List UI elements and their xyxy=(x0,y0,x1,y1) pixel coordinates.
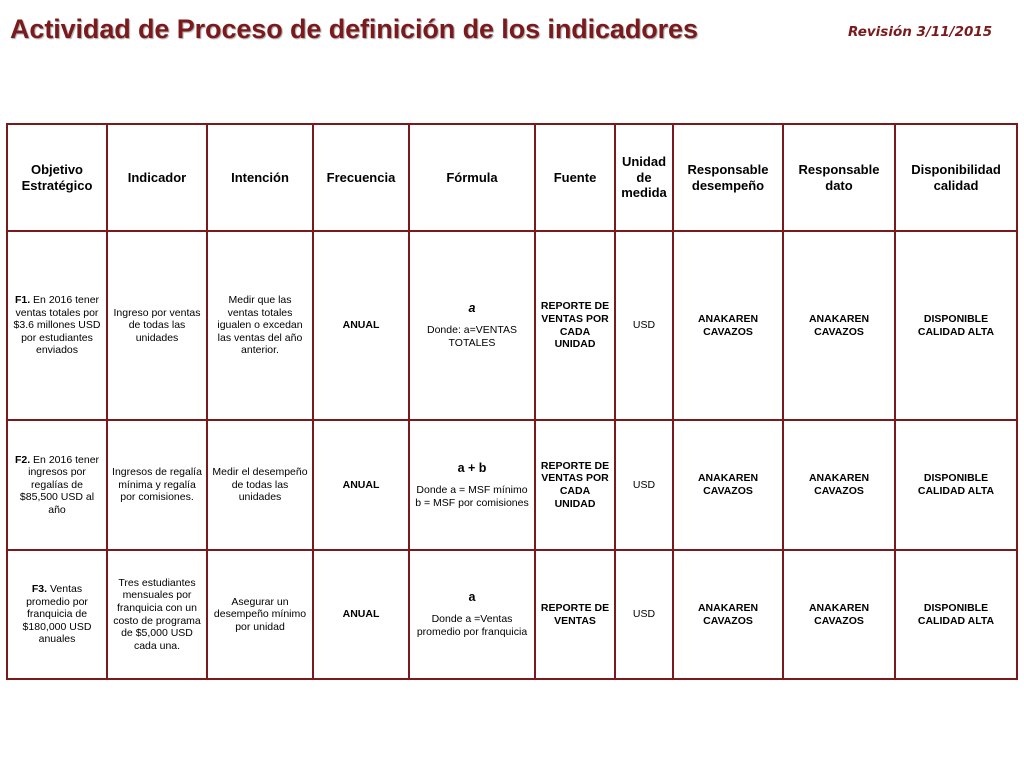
column-header-availability: Disponibilidad calidad xyxy=(895,124,1017,231)
objective-text: Ventas promedio por franquicia de $180,000 USD anuales xyxy=(22,583,92,646)
frequency-cell: ANUAL xyxy=(313,231,409,420)
responsible-data-cell: ANAKAREN CAVAZOS xyxy=(783,231,895,420)
availability-cell: DISPONIBLE CALIDAD ALTA xyxy=(895,550,1017,679)
column-header-indicator: Indicador xyxy=(107,124,207,231)
column-header-objective: Objetivo Estratégico xyxy=(7,124,107,231)
column-header-unit: Unidad de medida xyxy=(615,124,673,231)
formula-description: Donde: a=VENTAS TOTALES xyxy=(427,324,517,349)
objective-code: F2. xyxy=(14,453,31,466)
page-title: Actividad de Proceso de definición de los indicadores xyxy=(10,14,698,44)
unit-cell: USD xyxy=(615,231,673,420)
responsible-performance-cell: ANAKAREN CAVAZOS xyxy=(673,550,783,679)
formula-cell xyxy=(409,420,535,550)
indicator-cell: Tres estudiantes mensuales por franquicia con un costo de programa de $5,000 USD cada una. xyxy=(107,550,207,679)
formula-description: Donde a =Ventas promedio por franquicia xyxy=(416,613,528,638)
source-cell: REPORTE DE VENTAS POR CADA UNIDAD xyxy=(535,420,615,550)
objective-code: F1. xyxy=(14,294,31,307)
column-header-formula: Fórmula xyxy=(409,124,535,231)
formula-expression: a xyxy=(468,590,476,605)
frequency-cell: ANUAL xyxy=(313,550,409,679)
column-header-source: Fuente xyxy=(535,124,615,231)
column-header-responsible-performance: Responsable desempeño xyxy=(673,124,783,231)
frequency-cell: ANUAL xyxy=(313,420,409,550)
table-row xyxy=(7,420,1017,550)
unit-cell: USD xyxy=(615,420,673,550)
formula-expression: a xyxy=(468,301,476,316)
objective-cell xyxy=(7,231,107,420)
objective-cell xyxy=(7,550,107,679)
intention-cell: Asegurar un desempeño mínimo por unidad xyxy=(207,550,313,679)
column-header-intention: Intención xyxy=(207,124,313,231)
objective-cell xyxy=(7,420,107,550)
table-row xyxy=(7,550,1017,679)
responsible-data-cell: ANAKAREN CAVAZOS xyxy=(783,420,895,550)
intention-cell: Medir el desempeño de todas las unidades xyxy=(207,420,313,550)
source-cell: REPORTE DE VENTAS POR CADA UNIDAD xyxy=(535,231,615,420)
responsible-data-cell: ANAKAREN CAVAZOS xyxy=(783,550,895,679)
indicator-cell: Ingresos de regalía mínima y regalía por comisiones. xyxy=(107,420,207,550)
objective-text: En 2016 tener ingresos por regalías de $85,500 USD al año xyxy=(19,453,100,516)
availability-cell: DISPONIBLE CALIDAD ALTA xyxy=(895,420,1017,550)
responsible-performance-cell: ANAKAREN CAVAZOS xyxy=(673,420,783,550)
column-header-responsible-data: Responsable dato xyxy=(783,124,895,231)
table-row xyxy=(7,231,1017,420)
objective-text: En 2016 tener ventas totales por $3.6 millones USD por estudiantes enviados xyxy=(13,294,101,357)
unit-cell: USD xyxy=(615,550,673,679)
source-cell: REPORTE DE VENTAS xyxy=(535,550,615,679)
table-header-row xyxy=(7,124,1017,231)
revision-date: Revisión 3/11/2015 xyxy=(848,24,993,40)
intention-cell: Medir que las ventas totales igualen o excedan las ventas del año anterior. xyxy=(207,231,313,420)
formula-cell xyxy=(409,550,535,679)
column-header-frequency: Frecuencia xyxy=(313,124,409,231)
indicator-cell: Ingreso por ventas de todas las unidades xyxy=(107,231,207,420)
objective-code: F3. xyxy=(31,583,48,596)
formula-expression: a + b xyxy=(457,460,487,475)
availability-cell: DISPONIBLE CALIDAD ALTA xyxy=(895,231,1017,420)
formula-cell xyxy=(409,231,535,420)
indicators-table xyxy=(6,123,1018,680)
responsible-performance-cell: ANAKAREN CAVAZOS xyxy=(673,231,783,420)
formula-description: Donde a = MSF mínimo b = MSF por comisiones xyxy=(415,483,529,509)
